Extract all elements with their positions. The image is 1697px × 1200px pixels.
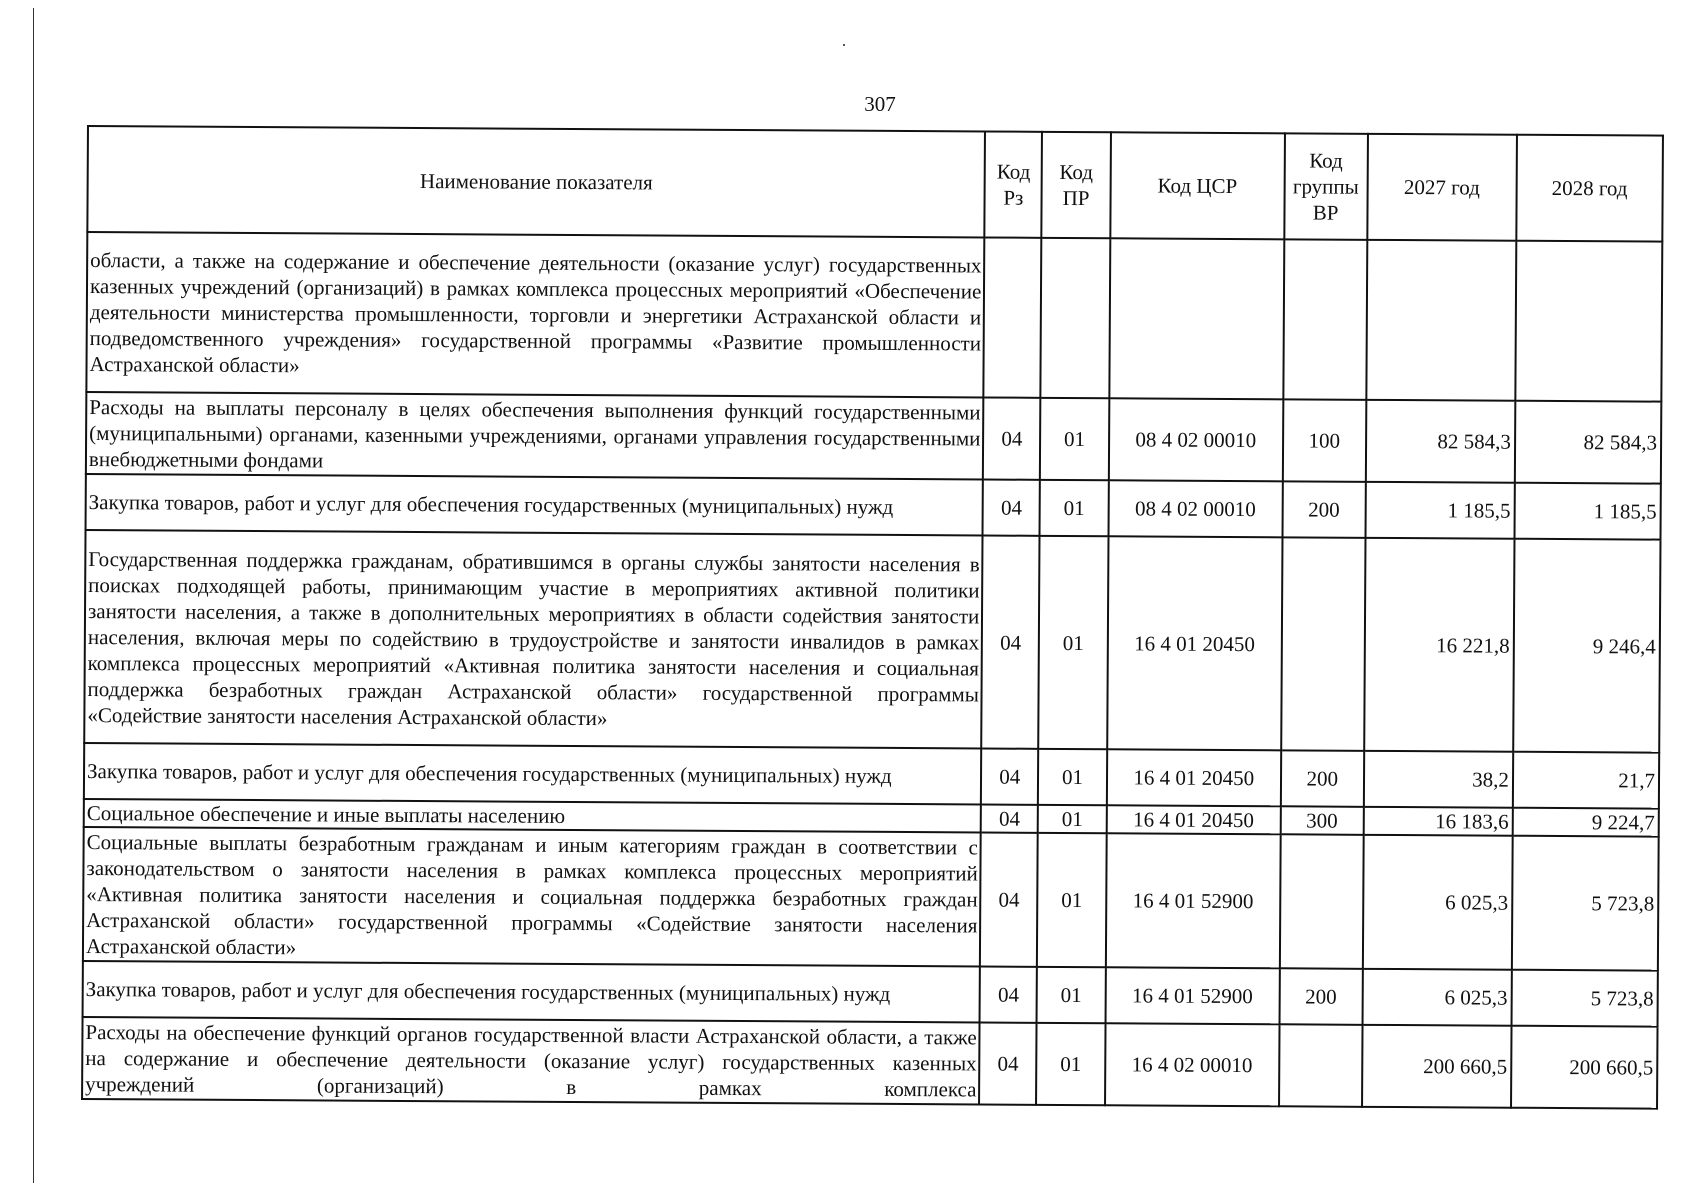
row-name: Социальные выплаты безработным гражданам и иным категориям граждан в соответствии с законодательством о занятости населения в рамках комплекса процессных мероприятий «Активная политика занятости населения и социальная поддержка безработных граждан Астраханской области» государственной программы «Содействие занятости населения Астраханской области» [83,827,981,966]
row-2028: 5 723,8 [1511,970,1657,1027]
row-2028 [1515,241,1662,402]
row-rz: 04 [981,804,1038,832]
header-csr: Код ЦСР [1110,132,1285,239]
table-row [86,232,1662,402]
row-name: области, а также на содержание и обеспечение деятельности (оказание услуг) государственных казенных учреждений (организаций) в рамках комплекса процессных мероприятий «Обеспечение деятельности министерства промышленности, торговли и энергетики Астраханской области и подведомственного учреждения» государственной программы «Развитие промышленности Астраханской области» [86,232,984,397]
row-2028: 1 185,5 [1514,483,1660,540]
row-csr: 16 4 01 20450 [1107,749,1281,806]
row-2027 [1366,240,1516,401]
row-2028: 9 224,7 [1513,808,1659,837]
table-row [83,961,1658,1027]
left-margin-line [33,8,34,1183]
budget-table [81,125,1664,1110]
row-pr: 01 [1037,833,1106,967]
row-pr: 01 [1039,536,1109,749]
table-row [84,530,1660,753]
row-pr: 01 [1038,805,1107,833]
row-2027: 16 183,6 [1363,807,1512,836]
page-number: 307 [864,92,896,116]
row-name: Закупка товаров, работ и услуг для обеспечения государственных (муниципальных) нужд [86,474,984,535]
budget-table-sheet [81,125,1664,1110]
row-vr [1281,537,1365,751]
table-row [86,474,1661,540]
row-pr: 01 [1040,398,1109,480]
row-pr: 01 [1040,480,1109,536]
row-vr: 200 [1282,481,1365,538]
row-vr [1280,834,1364,969]
row-name: Расходы на обеспечение функций органов государственной власти Астраханской области, а также на содержание и обеспечение деятельности (оказание услуг) государственных казенных учреждений (организаций) в рамках комплекса [82,1017,980,1104]
row-rz: 04 [979,1022,1036,1104]
row-name: Закупка товаров, работ и услуг для обеспечения государственных (муниципальных) нужд [84,743,982,804]
row-pr: 01 [1038,749,1107,805]
row-csr: 16 4 01 52900 [1105,967,1279,1024]
row-name: Социальное обеспечение и иные выплаты населению [84,799,981,832]
row-csr: 08 4 02 00010 [1108,480,1282,537]
table-header-row [87,126,1663,242]
header-2028: 2028 год [1516,135,1663,242]
row-vr [1279,1024,1362,1107]
row-2028: 200 660,5 [1511,1026,1658,1109]
row-vr: 300 [1280,806,1363,835]
table-row [84,743,1659,809]
row-2027: 82 584,3 [1366,400,1516,483]
row-2028: 21,7 [1513,752,1659,809]
row-csr [1109,238,1284,399]
row-rz: 04 [981,748,1038,804]
scan-dot [843,44,845,46]
header-rz: Код Рз [985,131,1043,237]
row-pr: 01 [1036,1023,1105,1105]
header-vr: Код группы ВР [1284,133,1368,240]
row-csr: 08 4 02 00010 [1109,398,1284,481]
row-name: Государственная поддержка гражданам, обратившимся в органы службы занятости населения в поисках подходящей работы, принимающим участие в мероприятиях активной политики занятости населения, а также в дополнительных мероприятиях в области содействия занятости населения, включая меры по содействию в трудоустройстве и занятости инвалидов в рамках комплекса процессных мероприятий «Активная политика занятости населения и социальная поддержка безработных граждан Астраханской области» государственной программы «Содействие занятости населения Астраханской области» [84,530,983,748]
table-row [83,827,1659,971]
row-rz [984,237,1042,397]
row-vr: 200 [1281,750,1364,807]
row-csr: 16 4 02 00010 [1105,1023,1280,1106]
row-rz: 04 [982,535,1040,748]
row-csr: 16 4 01 20450 [1107,536,1282,750]
row-vr: 100 [1283,399,1366,482]
table-row [86,392,1661,484]
row-2028: 82 584,3 [1515,401,1662,484]
row-rz: 04 [980,966,1037,1022]
header-pr: Код ПР [1042,132,1111,238]
row-2028: 5 723,8 [1512,836,1659,971]
row-vr: 200 [1279,968,1362,1025]
header-2027: 2027 год [1367,134,1517,241]
row-2027: 1 185,5 [1365,482,1515,539]
row-pr: 01 [1037,967,1106,1023]
row-rz: 04 [983,479,1040,535]
row-2027: 38,2 [1364,751,1514,808]
row-name: Расходы на выплаты персоналу в целях обеспечения выполнения функций государственными (муниципальными) органами, казенными учреждениями, органами управления государственными внебюджетными фондами [86,392,984,479]
row-rz: 04 [983,397,1040,479]
row-rz: 04 [980,832,1038,966]
row-2027: 6 025,3 [1362,969,1512,1026]
row-csr: 16 4 01 20450 [1106,805,1280,834]
row-2027: 16 221,8 [1364,538,1515,752]
row-csr: 16 4 01 52900 [1106,833,1281,968]
row-name: Закупка товаров, работ и услуг для обеспечения государственных (муниципальных) нужд [83,961,981,1022]
row-2028: 9 246,4 [1513,539,1660,753]
row-2027: 6 025,3 [1363,835,1513,970]
row-vr [1283,239,1367,400]
header-name: Наименование показателя [87,126,985,237]
row-2027: 200 660,5 [1362,1025,1512,1108]
table-row [82,1017,1657,1109]
row-pr [1041,238,1110,398]
